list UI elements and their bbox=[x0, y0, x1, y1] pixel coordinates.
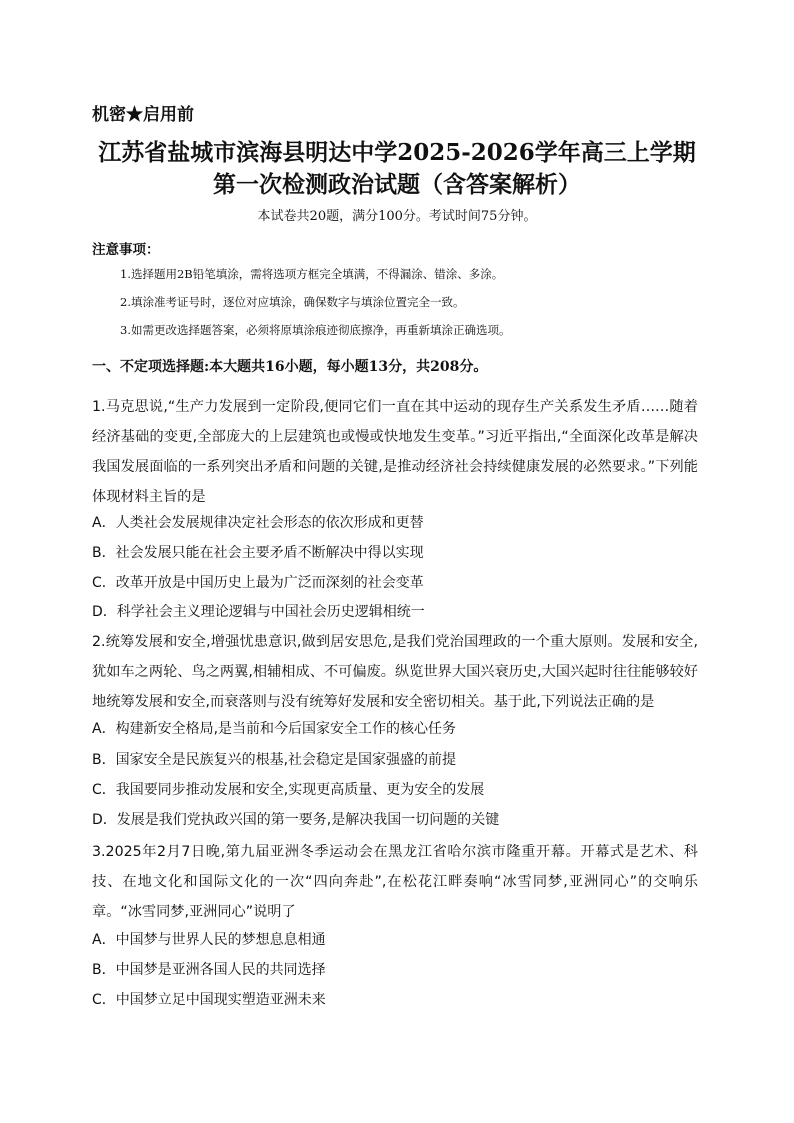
question-stem-2: 2.统筹发展和安全,增强忧患意识,做到居安思危,是我们党治国理政的一个重大原则。发展和安全,犹如车之两轮、鸟之两翼,相辅相成、不可偏废。纵览世界大国兴衰历史,大国兴起时往往能够较好地统筹发展和安全,而衰落则与没有统筹好发展和安全密切相关。基于此,下列说法正确的是 bbox=[92, 634, 698, 710]
question-2-option-d: D．发展是我们党执政兴国的第一要务,是解决我国一切问题的关键 bbox=[92, 812, 500, 828]
question-1-option-b: B．社会发展只能在社会主要矛盾不断解决中得以实现 bbox=[92, 545, 424, 561]
question-1-option-c: C．改革开放是中国历史上最为广泛而深刻的社会变革 bbox=[92, 575, 424, 591]
exam-title-line1: 江苏省盐城市滨海县明达中学2025-2026学年高三上学期 bbox=[98, 139, 696, 166]
question-stem-1: 1.马克思说,“生产力发展到一定阶段,便同它们一直在其中运动的现存生产关系发生矛盾……随着经济基础的变更,全部庞大的上层建筑也或慢或快地发生变革。”习近平指出,“全面深化改革是解决我国发展面临的一系列突出矛盾和问题的关键,是推动经济社会持续健康发展的必然要求。”下列能体现材料主旨的是 bbox=[92, 399, 698, 505]
question-3-option-c: C．中国梦立足中国现实塑造亚洲未来 bbox=[92, 992, 326, 1008]
question-2-option-c: C．我国要同步推动发展和安全,实现更高质量、更为安全的发展 bbox=[92, 782, 485, 798]
question-3-option-a: A．中国梦与世界人民的梦想息息相通 bbox=[92, 932, 326, 948]
exam-info: 本试卷共20题，满分100分。考试时间75分钟。 bbox=[257, 209, 537, 224]
question-2-option-a: A．构建新安全格局,是当前和今后国家安全工作的核心任务 bbox=[92, 721, 457, 737]
exam-title-line2: 第一次检测政治试题（含答案解析） bbox=[213, 171, 581, 198]
section-title: 一、不定项选择题:本大题共16小题，每小题13分，共208分。 bbox=[92, 359, 488, 375]
notice-heading: 注意事项： bbox=[92, 242, 160, 258]
notice-item: 2.填涂准考证号时，逐位对应填涂，确保数字与填涂位置完全一致。 bbox=[120, 295, 465, 309]
question-2-option-b: B．国家安全是民族复兴的根基,社会稳定是国家强盛的前提 bbox=[92, 752, 457, 768]
notice-item: 1.选择题用2B铅笔填涂，需将选项方框完全填满，不得漏涂、错涂、多涂。 bbox=[120, 267, 504, 281]
question-stem-3: 3.2025年2月7日晚,第九届亚洲冬季运动会在黑龙江省哈尔滨市隆重开幕。开幕式是艺术、科技、在地文化和国际文化的一次“四向奔赴”,在松花江畔奏响“冰雪同梦,亚洲同心”的交响乐章。“冰雪同梦,亚洲同心”说明了 bbox=[92, 844, 698, 920]
confidential-label: 机密★启用前 bbox=[92, 105, 194, 125]
notice-item: 3.如需更改选择题答案，必须将原填涂痕迹彻底擦净，再重新填涂正确选项。 bbox=[120, 323, 511, 337]
question-3-option-b: B．中国梦是亚洲各国人民的共同选择 bbox=[92, 962, 326, 978]
question-1-option-d: D．科学社会主义理论逻辑与中国社会历史逻辑相统一 bbox=[92, 604, 425, 620]
question-1-option-a: A．人类社会发展规律决定社会形态的依次形成和更替 bbox=[92, 515, 424, 531]
